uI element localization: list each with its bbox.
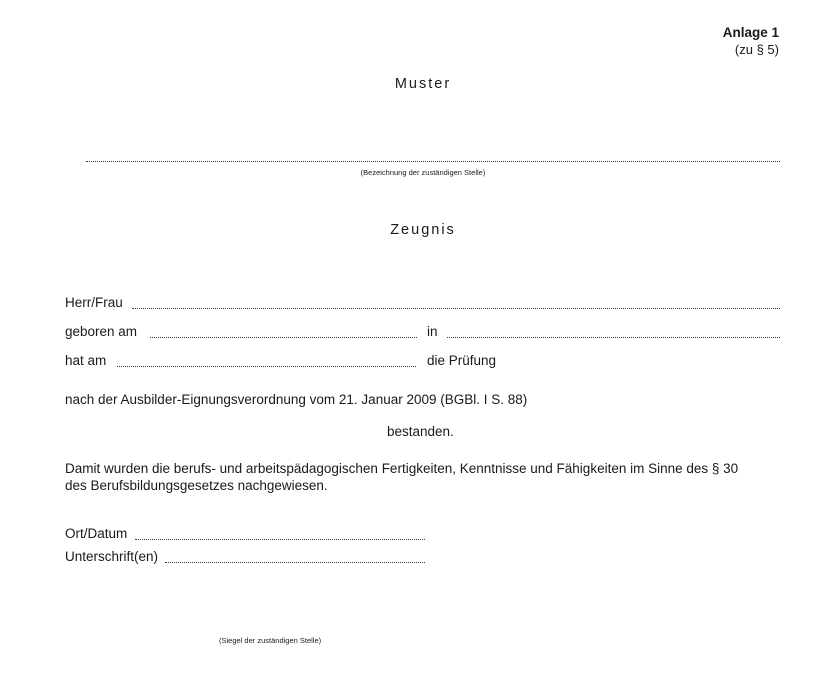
annex-reference: (zu § 5) xyxy=(734,42,779,57)
signature-dotted-line xyxy=(165,562,425,563)
regulation-text: nach der Ausbilder-Eignungsverordnung vom 21. Januar 2009 (BGBl. I S. 88) xyxy=(65,392,528,407)
annex-title: Anlage 1 xyxy=(722,25,779,40)
statement-line-2: des Berufsbildungsgesetzes nachgewiesen. xyxy=(65,478,328,493)
born-label: geboren am xyxy=(65,324,138,339)
exam-date-dotted-line xyxy=(117,366,416,367)
statement-line-1: Damit wurden die berufs- und arbeitspädagogischen Fertigkeiten, Kenntnisse und Fähigkeiten im Sinne des § 30 xyxy=(65,461,739,476)
exam-date-label: hat am xyxy=(65,353,107,368)
seal-caption: (Siegel der zuständigen Stelle) xyxy=(219,636,322,645)
born-date-dotted-line xyxy=(150,337,417,338)
exam-suffix: die Prüfung xyxy=(427,353,497,368)
authority-caption: (Bezeichnung der zuständigen Stelle) xyxy=(360,168,486,177)
name-label: Herr/Frau xyxy=(65,295,123,310)
born-in-label: in xyxy=(427,324,438,339)
heading-zeugnis: Zeugnis xyxy=(390,222,456,238)
name-dotted-line xyxy=(132,308,780,309)
place-date-dotted-line xyxy=(135,539,425,540)
born-place-dotted-line xyxy=(447,337,780,338)
place-date-label: Ort/Datum xyxy=(65,526,128,541)
passed-text: bestanden. xyxy=(387,424,454,439)
authority-dotted-line xyxy=(86,161,780,162)
signature-label: Unterschrift(en) xyxy=(65,549,159,564)
heading-muster: Muster xyxy=(394,76,452,92)
